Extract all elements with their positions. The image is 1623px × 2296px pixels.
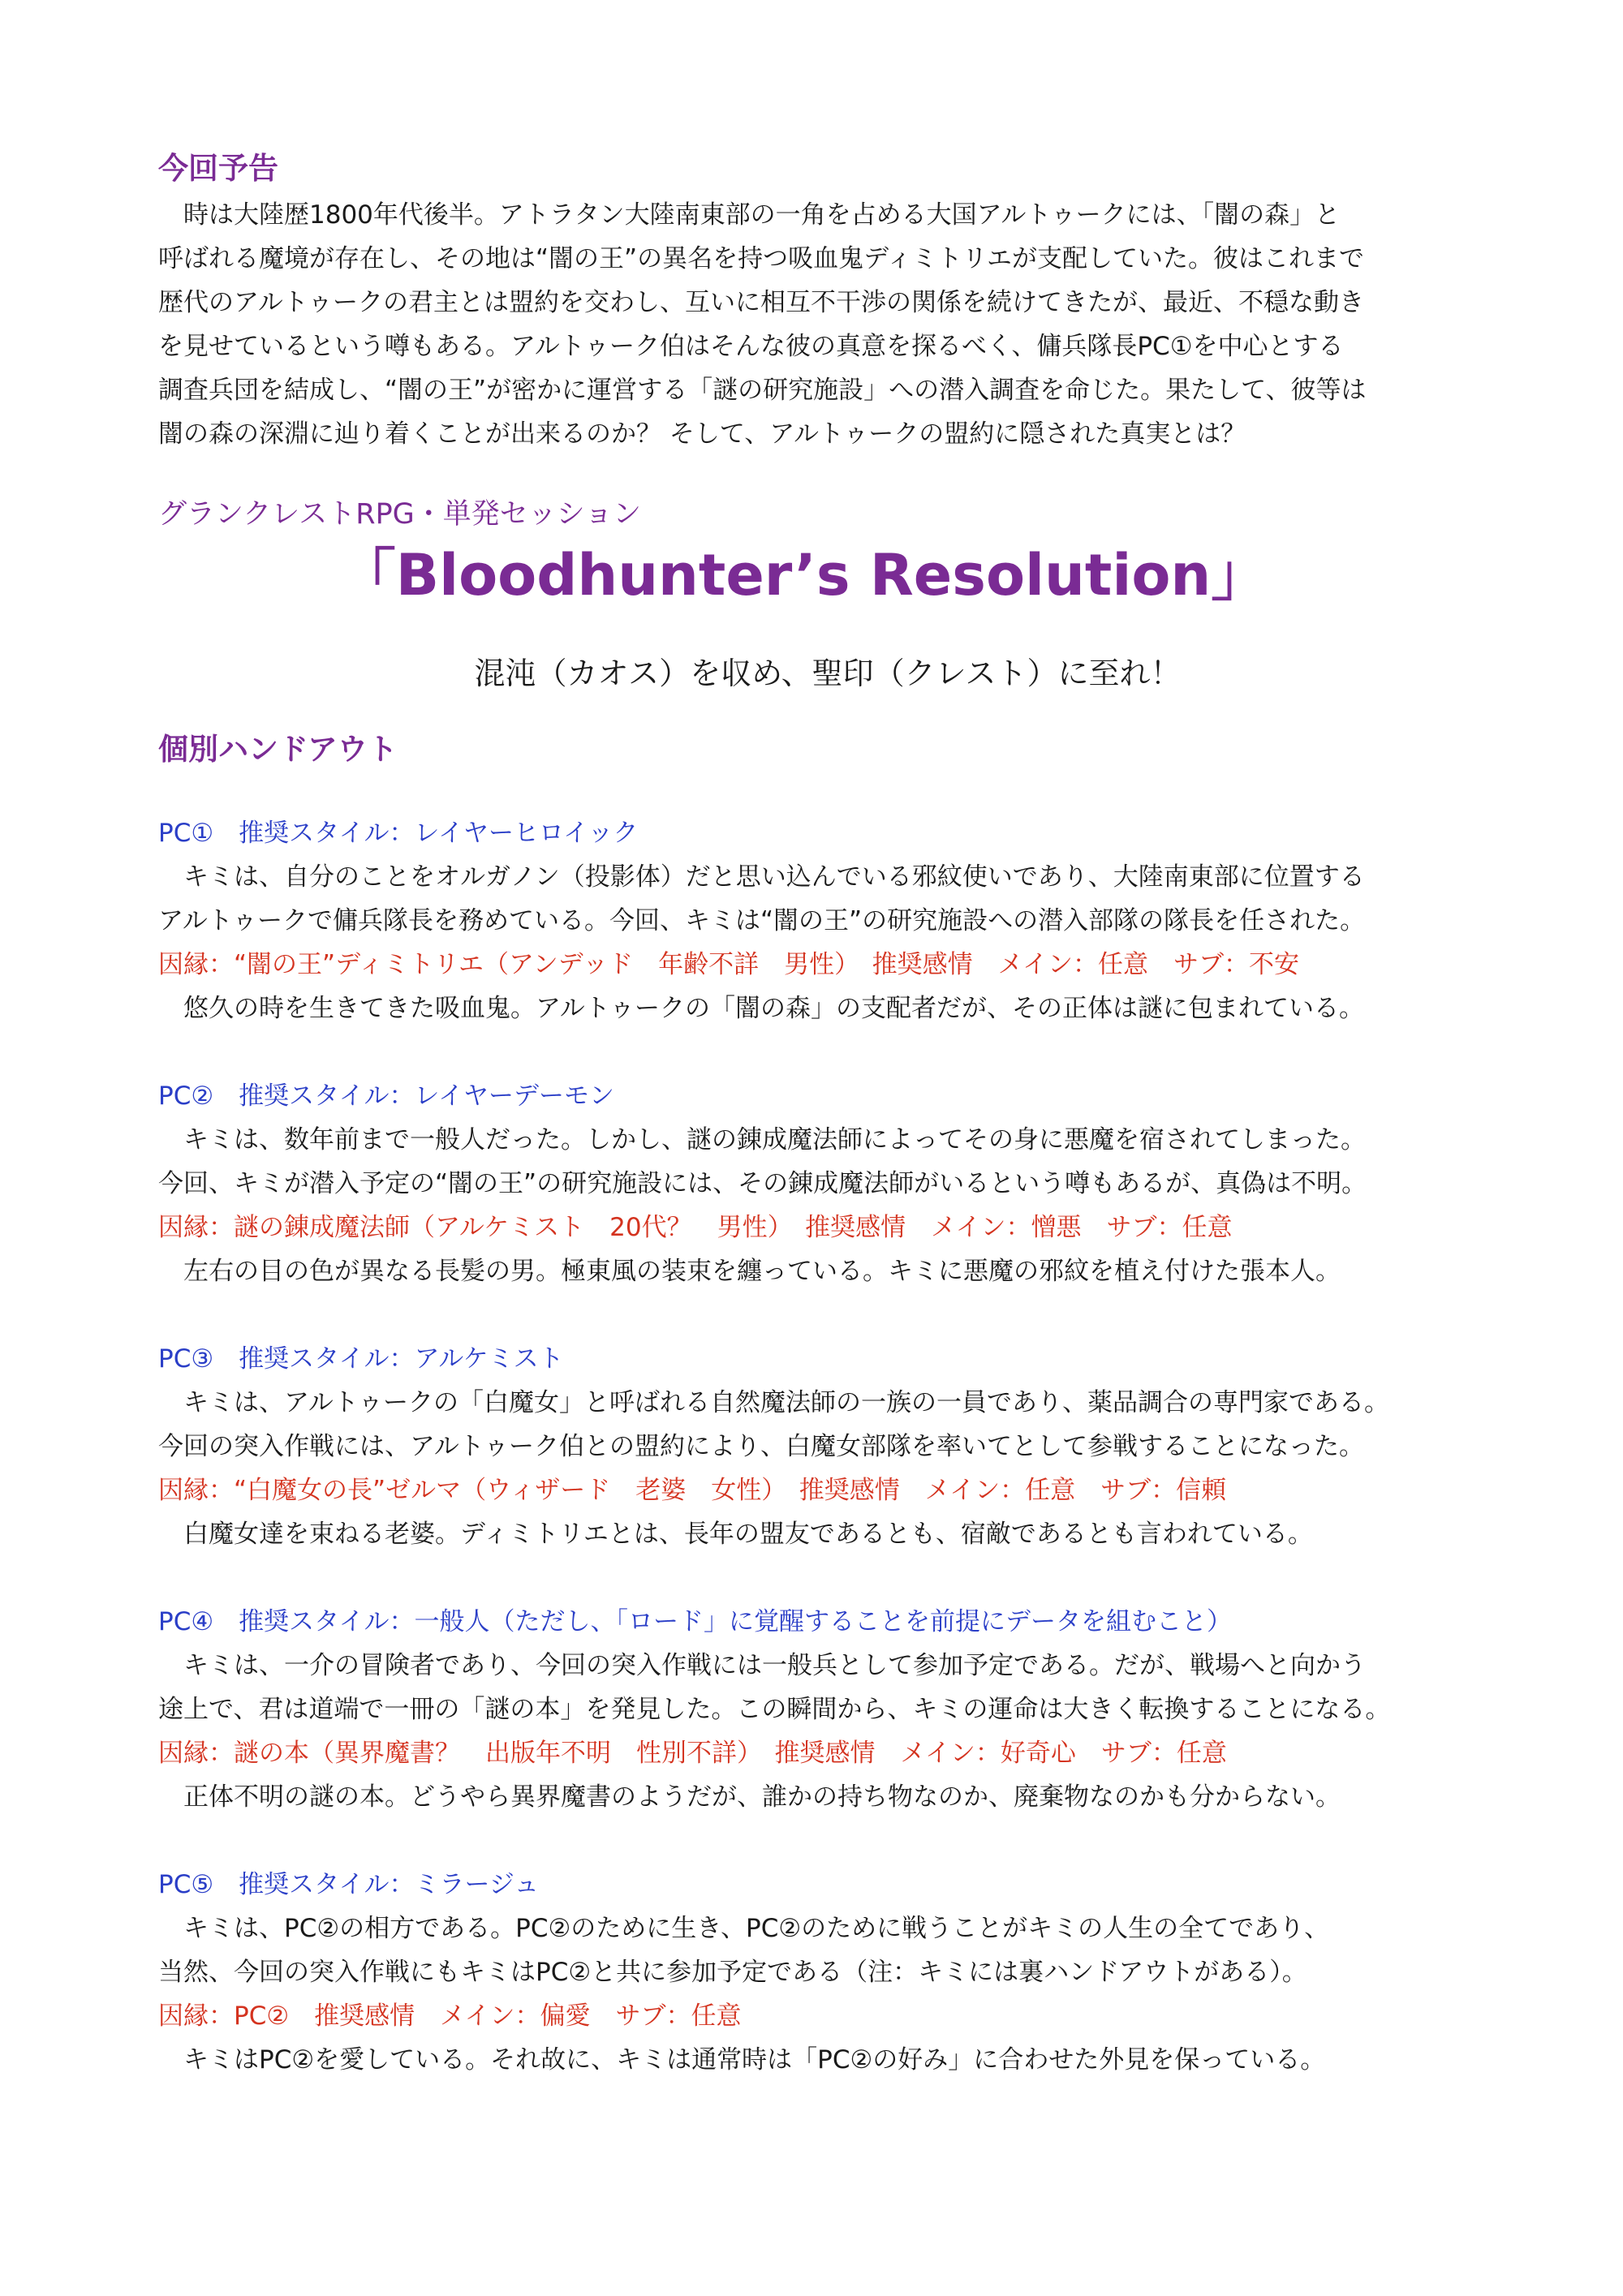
pc-handout-header: PC③ 推奨スタイル：アルケミスト — [158, 1344, 564, 1374]
preview-line: 時は大陸歴1800年代後半。アトラタン大陸南東部の一角を占める大国アルトゥークには、「闇の森」と — [183, 200, 1341, 230]
pc-handout-header: PC② 推奨スタイル：レイヤーデーモン — [158, 1081, 614, 1111]
session-title-block — [158, 492, 1497, 698]
pc-handout-relation-line: キミはPC②を愛している。それ故に、キミは通常時は「PC②の好み」に合わせた外見を保っている。 — [183, 2045, 1326, 2075]
preview-line: 闇の森の深淵に辿り着くことが出来るのか？ そして、アルトゥークの盟約に隠された真実とは？ — [158, 419, 1246, 449]
pc-handout-line: 今回、キミが潜入予定の“闇の王”の研究施設には、その錬成魔法師がいるという噂もあるが、真偽は不明。 — [158, 1169, 1367, 1198]
pc-handout-4 — [158, 1600, 1497, 1819]
pc-handout-header: PC① 推奨スタイル：レイヤーヒロイック — [158, 819, 639, 848]
pc-handout-description — [158, 1118, 1497, 1206]
pc-handout-relation-line: 白魔女達を束ねる老婆。ディミトリエとは、長年の盟友であるとも、宿敵であるとも言われている。 — [183, 1520, 1313, 1549]
pc-handout-line: キミは、PC②の相方である。PC②のために生き、PC②のために戦うことがキミの人生の全てであり、 — [183, 1914, 1330, 1943]
pc-handout-line: 当然、今回の突入作戦にもキミはPC②と共に参加予定である（注：キミには裏ハンドアウトがある）。 — [158, 1958, 1307, 1987]
preview-heading: 今回予告 — [158, 151, 278, 186]
pc-handout-line: 今回の突入作戦には、アルトゥーク伯との盟約により、白魔女部隊を率いてとして参戦することになった。 — [158, 1432, 1364, 1461]
pc-handout-relation-description — [158, 1249, 1497, 1293]
preview-text — [158, 193, 1497, 456]
pc-handout-relation: 因縁：“白魔女の長”ゼルマ（ウィザード 老婆 女性） 推奨感情 メイン：任意 サブ：信頼 — [158, 1476, 1227, 1505]
pc-handout-2 — [158, 1074, 1497, 1293]
pc-handout-line: アルトゥークで傭兵隊長を務めている。今回、キミは“闇の王”の研究施設への潜入部隊の隊長を任された。 — [158, 906, 1366, 935]
pc-handout-description — [158, 1381, 1497, 1468]
pc-handout-description — [158, 855, 1497, 943]
pc-handout-line: 途上で、君は道端で一冊の「謎の本」を発見した。この瞬間から、キミの運命は大きく転換することになる。 — [158, 1695, 1391, 1724]
pc-handout-line: キミは、一介の冒険者であり、今回の突入作戦には一般兵として参加予定である。だが、戦場へと向かう — [183, 1651, 1366, 1680]
handouts-section — [158, 725, 1497, 2082]
pc-handout-relation: 因縁：PC② 推奨感情 メイン：偏愛 サブ：任意 — [158, 2001, 742, 2031]
pc-handout-header: PC④ 推奨スタイル：一般人（ただし、「ロード」に覚醒することを前提にデータを組むこと） — [158, 1607, 1233, 1636]
pc-handout-relation: 因縁：謎の錬成魔法師（アルケミスト 20代？ 男性） 推奨感情 メイン：憎悪 サブ：任意 — [158, 1213, 1233, 1242]
document-page — [158, 144, 1497, 2126]
preview-line: 歴代のアルトゥークの君主とは盟約を交わし、互いに相互不干渉の関係を続けてきたが、最近、不穏な動き — [158, 288, 1364, 317]
pc-handout-relation-line: 左右の目の色が異なる長髪の男。極東風の装束を纏っている。キミに悪魔の邪紋を植え付けた張本人。 — [183, 1257, 1341, 1286]
pc-handout-3 — [158, 1337, 1497, 1556]
pc-handout-relation-description — [158, 1512, 1497, 1556]
pc-handout-relation-line: 正体不明の謎の本。どうやら異界魔書のようだが、誰かの持ち物なのか、廃棄物なのかも分からない。 — [183, 1782, 1341, 1812]
session-subtitle: グランクレストRPG・単発セッション — [158, 498, 642, 531]
pc-handout-relation: 因縁：“闇の王”ディミトリエ（アンデッド 年齢不詳 男性） 推奨感情 メイン：任意 サブ：不安 — [158, 950, 1300, 979]
pc-handout-header: PC⑤ 推奨スタイル：ミラージュ — [158, 1870, 540, 1899]
session-catchphrase: 混沌（カオス）を収め、聖印（クレスト）に至れ！ — [474, 656, 1182, 691]
pc-handout-line: キミは、数年前まで一般人だった。しかし、謎の錬成魔法師によってその身に悪魔を宿されてしまった。 — [183, 1125, 1366, 1154]
pc-handout-relation-line: 悠久の時を生きてきた吸血鬼。アルトゥークの「闇の森」の支配者だが、その正体は謎に包まれている。 — [183, 994, 1364, 1023]
session-title: 「Bloodhunter’s Resolution」 — [338, 542, 1268, 608]
pc-handout-relation: 因縁：謎の本（異界魔書？ 出版年不明 性別不詳） 推奨感情 メイン：好奇心 サブ：任意 — [158, 1739, 1227, 1768]
pc-handout-relation-description — [158, 2038, 1497, 2082]
pc-handout-relation-description — [158, 1775, 1497, 1819]
pc-handout-line: キミは、自分のことをオルガノン（投影体）だと思い込んでいる邪紋使いであり、大陸南東部に位置する — [183, 862, 1365, 892]
preview-section — [158, 144, 1497, 456]
preview-line: を見せているという噂もある。アルトゥーク伯はそんな彼の真意を探るべく、傭兵隊長PC①を中心とする — [158, 332, 1344, 361]
pc-handout-description — [158, 1907, 1497, 1994]
preview-line: 調査兵団を結成し、“闇の王”が密かに運営する「謎の研究施設」への潜入調査を命じた。果たして、彼等は — [158, 376, 1367, 405]
pc-handout-1 — [158, 811, 1497, 1030]
pc-handout-line: キミは、アルトゥークの「白魔女」と呼ばれる自然魔法師の一族の一員であり、薬品調合の専門家である。 — [183, 1388, 1389, 1417]
pc-handout-5 — [158, 1863, 1497, 2082]
preview-line: 呼ばれる魔境が存在し、その地は“闇の王”の異名を持つ吸血鬼ディミトリエが支配していた。彼はこれまで — [158, 244, 1365, 273]
pc-handout-description — [158, 1644, 1497, 1731]
pc-handout-relation-description — [158, 987, 1497, 1030]
handouts-heading: 個別ハンドアウト — [158, 732, 398, 767]
